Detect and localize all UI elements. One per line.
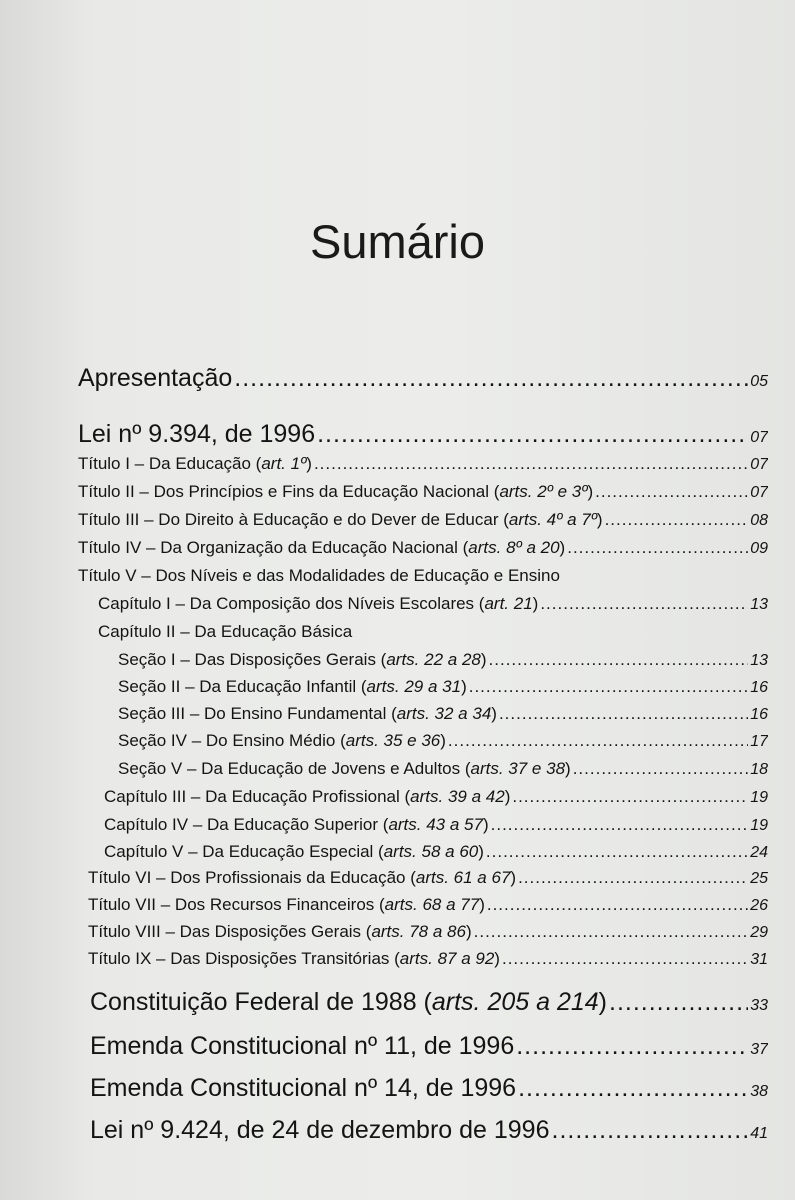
toc-entry-page-number: 16: [750, 706, 768, 723]
toc-entry-title: Lei nº 9.394, de 1996: [78, 420, 316, 448]
toc-entry-label: [90, 1030, 514, 1062]
toc-entry: [104, 840, 768, 865]
dot-leader: [540, 592, 748, 616]
toc-entry-close-paren: ): [565, 759, 571, 778]
toc-entry-page-number: 25: [750, 870, 768, 887]
toc-entry-title: Emenda Constitucional nº 11, de 1996: [90, 1032, 515, 1060]
toc-entry-title: Título VIII – Das Disposições Gerais (: [88, 922, 372, 941]
toc-entry-title: Título I – Da Educação (: [78, 454, 262, 473]
toc-entry-label: [78, 564, 560, 588]
toc-entry-label: [78, 536, 565, 560]
toc-entry-close-paren: ): [532, 594, 539, 613]
dot-leader: [499, 702, 748, 726]
toc-entry-articles: arts. 8º a 20: [468, 538, 560, 557]
toc-entry-label: [88, 893, 485, 917]
dot-leader: [448, 729, 748, 753]
toc-entry-title: Capítulo I – Da Composição dos Níveis Escolares (: [98, 594, 485, 613]
toc-entry-articles: art. 21: [484, 594, 533, 613]
toc-entry-title: Emenda Constitucional nº 14, de 1996: [90, 1074, 517, 1102]
toc-entry-articles: arts. 32 a 34: [396, 704, 492, 723]
toc-entry-title: Título II – Dos Princípios e Fins da Educação Nacional (: [78, 482, 500, 501]
toc-entry-page-number: 37: [750, 1041, 768, 1058]
toc-entry: [88, 866, 768, 891]
dot-leader: [469, 675, 748, 699]
toc-entry-articles: arts. 61 a 67: [415, 868, 511, 887]
toc-entry-articles: arts. 58 a 60: [383, 842, 479, 861]
toc-entry-page-number: 17: [750, 733, 768, 750]
toc-entry-label: [90, 986, 607, 1018]
toc-entry-title: Seção V – Da Educação de Jovens e Adultos (: [118, 759, 471, 778]
toc-entry-articles: arts. 29 a 31: [366, 677, 462, 696]
dot-leader: [518, 866, 748, 890]
toc-entry-page-number: 19: [750, 817, 768, 834]
toc-entry: [78, 418, 768, 454]
toc-entry-title: Título IV – Da Organização da Educação Nacional (: [78, 538, 469, 557]
toc-entry-close-paren: ): [510, 868, 517, 887]
toc-entry: [78, 452, 768, 477]
toc-entry-close-paren: ): [494, 949, 500, 968]
dot-leader: [234, 362, 748, 394]
toc-entry: [118, 729, 768, 754]
dot-leader: [605, 508, 749, 532]
toc-entry-label: [78, 480, 593, 504]
toc-entry-page-number: 41: [750, 1125, 768, 1142]
toc-entry-page-number: 31: [750, 951, 768, 968]
toc-entry-articles: arts. 43 a 57: [388, 815, 483, 834]
toc-entry: [88, 947, 768, 972]
toc-entry-title: Capítulo III – Da Educação Profissional (: [104, 787, 411, 806]
dot-leader: [516, 1030, 748, 1062]
toc-entry: [118, 757, 768, 782]
toc-entry-page-number: 19: [750, 789, 768, 806]
toc-entry-label: [118, 757, 571, 781]
toc-entry-articles: arts. 22 a 28: [386, 650, 481, 669]
toc-entry-articles: arts. 37 e 38: [470, 759, 566, 778]
toc-entry: [78, 508, 768, 533]
toc-entry-label: [78, 418, 315, 450]
toc-entry-articles: arts. 87 a 92: [399, 949, 495, 968]
toc-entry-title: Capítulo IV – Da Educação Superior (: [104, 815, 389, 834]
toc-entry-label: [78, 362, 232, 394]
toc-entry-close-paren: ): [461, 677, 467, 696]
toc-entry-title: Título VII – Dos Recursos Financeiros (: [88, 895, 385, 914]
dot-leader: [474, 920, 749, 944]
toc-entry-articles: arts. 35 e 36: [345, 731, 441, 750]
toc-entry-title: Título III – Do Direito à Educação e do Dever de Educar (: [78, 510, 509, 529]
toc-entry-label: [88, 920, 472, 944]
toc-entry-title: Seção III – Do Ensino Fundamental (: [118, 704, 397, 723]
toc-entry: [98, 592, 768, 617]
dot-leader: [317, 418, 748, 450]
dot-leader: [573, 757, 749, 781]
toc-entry-close-paren: ): [596, 510, 603, 529]
toc-entry-page-number: 07: [750, 456, 768, 473]
toc-entry-close-paren: ): [504, 787, 511, 806]
toc-entry: [78, 564, 768, 588]
toc-entry-label: [88, 866, 516, 890]
toc-entry-close-paren: ): [465, 922, 472, 941]
toc-entry: [98, 620, 768, 644]
toc-entry-page-number: 33: [750, 997, 768, 1014]
toc-entry-label: [118, 648, 487, 672]
toc-entry-articles: art. 1º: [261, 454, 307, 473]
toc-entry-label: [78, 508, 603, 532]
toc-entry-page-number: 07: [750, 484, 768, 501]
toc-entry-label: [118, 675, 467, 699]
toc-entry-page-number: 38: [750, 1083, 768, 1100]
dot-leader: [595, 480, 748, 504]
toc-entry-title: Constituição Federal de 1988 (: [90, 988, 432, 1016]
toc-entry-label: [90, 1072, 516, 1104]
toc-entry-articles: arts. 68 a 77: [384, 895, 480, 914]
toc-entry-page-number: 26: [750, 897, 768, 914]
toc-entry-page-number: 08: [750, 512, 768, 529]
toc-entry: [104, 785, 768, 810]
toc-entry: [90, 1072, 768, 1108]
toc-entry-articles: arts. 2º e 3º: [499, 482, 588, 501]
toc-entry-page-number: 29: [750, 924, 768, 941]
toc-entry: [90, 1030, 768, 1066]
toc-entry-page-number: 05: [750, 373, 768, 390]
dot-leader: [486, 840, 748, 864]
toc-entry-label: [104, 813, 489, 837]
toc-entry-title: Título VI – Dos Profissionais da Educação (: [88, 868, 416, 887]
toc-entry-articles: arts. 78 a 86: [371, 922, 466, 941]
toc-entry: [90, 986, 768, 1022]
page-title: Sumário: [309, 215, 485, 268]
toc-entry-close-paren: ): [480, 650, 487, 669]
toc-entry-title: Apresentação: [78, 364, 233, 392]
toc-entry-title: Seção I – Das Disposições Gerais (: [118, 650, 387, 669]
dot-leader: [502, 947, 748, 971]
toc-entry-page-number: 09: [750, 540, 768, 557]
toc-entry-label: [118, 729, 446, 753]
toc-entry: [78, 536, 768, 561]
toc-entry-close-paren: ): [478, 842, 484, 861]
toc-entry-label: [78, 452, 312, 476]
toc-entry-title: Título V – Dos Níveis e das Modalidades de Educação e Ensino: [78, 566, 560, 585]
toc-entry: [78, 362, 768, 398]
toc-entry-label: [98, 620, 352, 644]
toc-entry: [118, 648, 768, 673]
toc-entry-page-number: 16: [750, 679, 768, 696]
dot-leader: [609, 986, 748, 1018]
toc-entry-articles: arts. 39 a 42: [410, 787, 505, 806]
toc-entry-title: Seção IV – Do Ensino Médio (: [118, 731, 346, 750]
toc-entry-label: [118, 702, 497, 726]
toc-entry-title: Lei nº 9.424, de 24 de dezembro de 1996: [90, 1116, 550, 1144]
toc-entry-page-number: 18: [750, 761, 768, 778]
toc-entry-close-paren: ): [491, 704, 497, 723]
toc-entry-articles: arts. 205 a 214: [431, 988, 599, 1016]
dot-leader: [512, 785, 748, 809]
toc-entry-page-number: 24: [750, 844, 768, 861]
toc-entry-close-paren: ): [598, 988, 607, 1016]
toc-entry-title: Título IX – Das Disposições Transitórias (: [88, 949, 400, 968]
toc-entry-close-paren: ): [587, 482, 594, 501]
dot-leader: [314, 452, 748, 476]
toc-entry-title: Seção II – Da Educação Infantil (: [118, 677, 367, 696]
toc-entry: [104, 813, 768, 838]
dot-leader: [552, 1114, 749, 1146]
toc-entry: [88, 920, 768, 945]
toc-entry: [118, 702, 768, 727]
toc-entry-close-paren: ): [479, 895, 485, 914]
toc-entry-close-paren: ): [482, 815, 489, 834]
toc-entry-title: Capítulo V – Da Educação Especial (: [104, 842, 384, 861]
toc-entry: [118, 675, 768, 700]
toc-entry-close-paren: ): [440, 731, 446, 750]
toc-entry: [78, 480, 768, 505]
toc-entry-label: [104, 840, 484, 864]
toc-entry-label: [104, 785, 510, 809]
dot-leader: [567, 536, 748, 560]
dot-leader: [487, 893, 748, 917]
toc-entry: [90, 1114, 768, 1150]
toc-entry-page-number: 13: [750, 596, 768, 613]
toc-entry-title: Capítulo II – Da Educação Básica: [98, 622, 353, 641]
toc-entry-label: [90, 1114, 550, 1146]
toc-entry-close-paren: ): [306, 454, 312, 473]
toc-entry-label: [88, 947, 500, 971]
toc-entry-page-number: 07: [750, 429, 768, 446]
toc-entry-close-paren: ): [559, 538, 566, 557]
toc-entry: [88, 893, 768, 918]
dot-leader: [489, 648, 749, 672]
dot-leader: [491, 813, 749, 837]
dot-leader: [518, 1072, 748, 1104]
toc-entry-articles: arts. 4º a 7º: [508, 510, 597, 529]
toc-entry-label: [98, 592, 538, 616]
toc-entry-page-number: 13: [750, 652, 768, 669]
